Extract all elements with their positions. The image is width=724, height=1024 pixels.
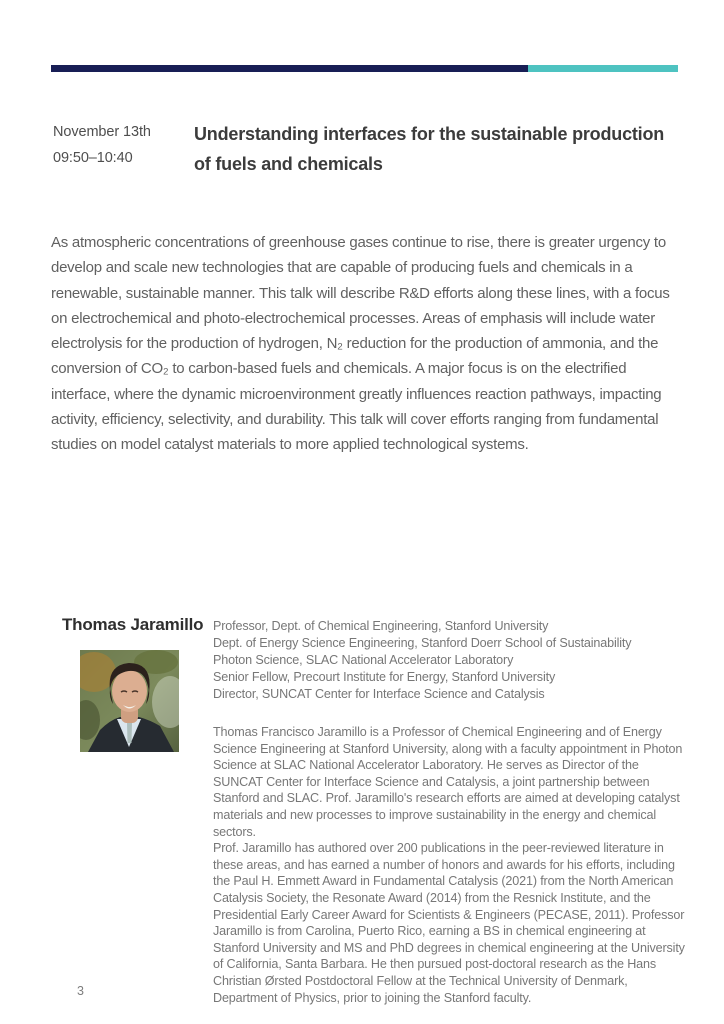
bio-paragraph-1: Thomas Francisco Jaramillo is a Professor of Chemical Engineering and of Energy Science Engineering at Stanford University, along with a faculty appointment in Photon Science at SLAC National Accelerator Laboratory. He serves as Director of the SUNCAT Center for Interface Science and Catalysis, a joint partnership between Stanford and SLAC. Prof. Jaramillo's research efforts are aimed at developing catalyst materials and new processes to improve sustainability in the energy and chemical sectors.: [213, 725, 683, 839]
affiliation-item: Professor, Dept. of Chemical Engineering, Stanford University: [213, 619, 549, 633]
affiliation-item: Director, SUNCAT Center for Interface Science and Catalysis: [213, 687, 545, 701]
speaker-portrait-illustration: [80, 650, 179, 752]
session-header: [53, 119, 694, 179]
session-datetime: [53, 119, 194, 171]
session-title-line-1: Understanding interfaces for the sustainable production: [194, 124, 665, 144]
speaker-details: [213, 618, 691, 1006]
session-title-line-2: of fuels and chemicals: [194, 154, 383, 174]
accent-bar-teal-segment: [528, 65, 678, 72]
speaker-photo: [80, 650, 179, 752]
session-time: 09:50–10:40: [53, 150, 133, 166]
affiliation-item: Dept. of Energy Science Engineering, Stanford Doerr School of Sustainability: [213, 636, 632, 650]
header-accent-bar: [51, 65, 678, 72]
session-title: [194, 119, 694, 179]
accent-bar-navy-segment: [51, 65, 528, 72]
bio-paragraph-2: Prof. Jaramillo has authored over 200 publications in the peer-reviewed literature in these areas, and has earned a number of honors and awards for his efforts, including the Paul H. Emmett Award in Fundamental Catalysis (2021) from the North American Catalysis Society, the Resonate Award (2014) from the Resnick Institute, and the Presidential Early Career Award for Scientists & Engineers (PECASE, 2011). Professor Jaramillo is from Carolina, Puerto Rico, earning a BS in chemical engineering at Stanford University and MS and PhD degrees in chemical engineering at the University of California, Santa Barbara. He then pursued post-doctoral research as the Hans Christian Ørsted Postdoctoral Fellow at the Technical University of Denmark, Department of Physics, prior to joining the Stanford faculty.: [213, 841, 685, 1005]
speaker-affiliations: [213, 618, 691, 703]
affiliation-item: Senior Fellow, Precourt Institute for Energy, Stanford University: [213, 670, 556, 684]
speaker-name: Thomas Jaramillo: [62, 615, 204, 634]
speaker-bio: [213, 724, 686, 1006]
session-abstract: As atmospheric concentrations of greenhouse gases continue to rise, there is greater urgency to develop and scale new technologies that are capable of producing fuels and chemicals in a renewable, sustainable manner. This talk will describe R&D efforts along these lines, with a focus on electrochemical and photo-electrochemical processes. Areas of emphasis will include water electrolysis for the production of hydrogen, N₂ reduction for the production of ammonia, and the conversion of CO₂ to carbon-based fuels and chemicals. A major focus is on the electrified interface, where the dynamic microenvironment greatly influences reaction pathways, impacting activity, efficiency, selectivity, and durability. This talk will cover efforts ranging from fundamental studies on model catalyst materials to more applied technological systems.: [51, 234, 670, 454]
page-number: 3: [77, 984, 84, 998]
session-date: November 13th: [53, 124, 151, 140]
affiliation-item: Photon Science, SLAC National Accelerator Laboratory: [213, 653, 514, 667]
